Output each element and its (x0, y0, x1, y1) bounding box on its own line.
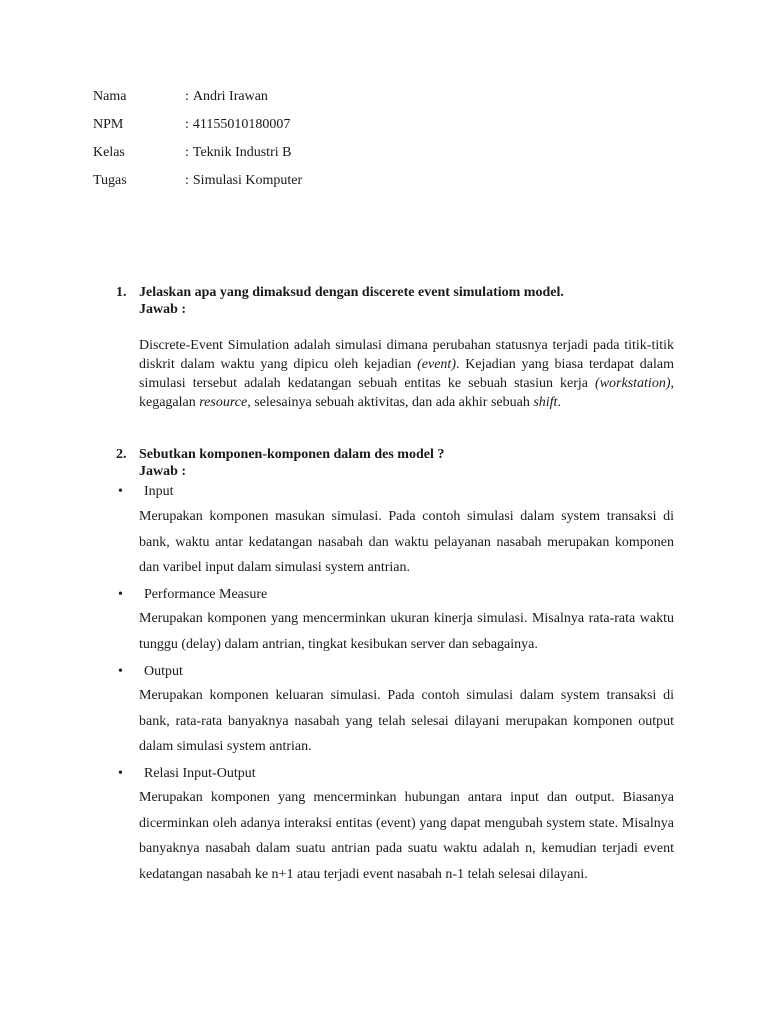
identity-label: Kelas (93, 145, 125, 160)
bullet-icon: • (118, 587, 123, 602)
answer-italic-workstation: (workstation) (595, 376, 671, 391)
component-label-relasi-input-output: Relasi Input-Output (144, 766, 256, 781)
answer-italic-resource: resource (199, 395, 248, 410)
component-label-output: Output (144, 664, 183, 679)
identity-value: Teknik Industri B (192, 145, 292, 160)
identity-value: Andri Irawan (192, 89, 268, 104)
identity-colon: : (185, 89, 189, 104)
answer-text: , kegagalan (139, 376, 674, 410)
component-label-input: Input (144, 484, 174, 499)
identity-row-npm (93, 116, 290, 134)
identity-label: Nama (93, 89, 127, 104)
answer-text: . Kejadian yang biasa terdapat dalam simulasi tersebut adalah kedatangan sebuah entitas ke sebuah stasiun kerja (139, 357, 674, 391)
answer-1-paragraph (139, 336, 674, 412)
identity-colon: : (185, 173, 189, 188)
identity-colon: : (185, 117, 189, 132)
identity-row-kelas (93, 144, 291, 162)
jawab-label-2: Jawab : (139, 464, 187, 479)
component-desc-relasi-input-output: Merupakan komponen yang mencerminkan hubungan antara input dan output. Biasanya dicerminkan oleh adanya interaksi entitas (event) yang dapat mengubah system state. Misalnya banyaknya nasabah dalam suatu antrian pada suatu waktu adalah n, kemudian terjadi event kedatangan nasabah ke n+1 atau terjadi event nasabah n-1 telah selesai dilayani. (139, 790, 674, 882)
identity-label: Tugas (93, 173, 127, 188)
component-label-performance-measure: Performance Measure (144, 587, 268, 602)
component-desc-performance-measure: Merupakan komponen yang mencerminkan ukuran kinerja simulasi. Misalnya rata-rata waktu tunggu (delay) dalam antrian, tingkat kesibukan server dan sebagainya. (139, 611, 674, 652)
answer-text: Discrete-Event Simulation adalah simulasi dimana perubahan statusnya terjadi pada titik-titik diskrit dalam waktu yang dipicu oleh kejadian (139, 338, 674, 372)
identity-value: Simulasi Komputer (192, 173, 303, 188)
answer-text: . (557, 395, 561, 410)
identity-row-nama (93, 88, 268, 106)
question-text: Sebutkan komponen-komponen dalam des model ? (139, 447, 445, 462)
jawab-label-1: Jawab : (139, 302, 187, 317)
component-desc-output: Merupakan komponen keluaran simulasi. Pada contoh simulasi dalam system transaksi di bank, rata-rata banyaknya nasabah yang telah selesai dilayani merupakan komponen output dalam simulasi system antrian. (139, 688, 674, 754)
bullet-icon: • (118, 664, 123, 679)
answer-italic-shift: shift (533, 395, 558, 410)
answer-text: , selesainya sebuah aktivitas, dan ada akhir sebuah (247, 395, 534, 410)
question-text: Jelaskan apa yang dimaksud dengan discerete event simulatiom model. (139, 285, 564, 300)
identity-colon: : (185, 145, 189, 160)
bullet-icon: • (118, 766, 123, 781)
question-number: 1. (116, 285, 127, 300)
question-number: 2. (116, 447, 127, 462)
identity-row-tugas (93, 172, 302, 190)
component-desc-input: Merupakan komponen masukan simulasi. Pada contoh simulasi dalam system transaksi di bank, waktu antar kedatangan nasabah dan waktu pelayanan nasabah merupakan komponen dan varibel input dalam simulasi system antrian. (139, 509, 674, 575)
bullet-icon: • (118, 484, 123, 499)
identity-value: 41155010180007 (192, 117, 291, 132)
answer-italic-event: (event) (417, 357, 456, 372)
identity-label: NPM (93, 117, 124, 132)
